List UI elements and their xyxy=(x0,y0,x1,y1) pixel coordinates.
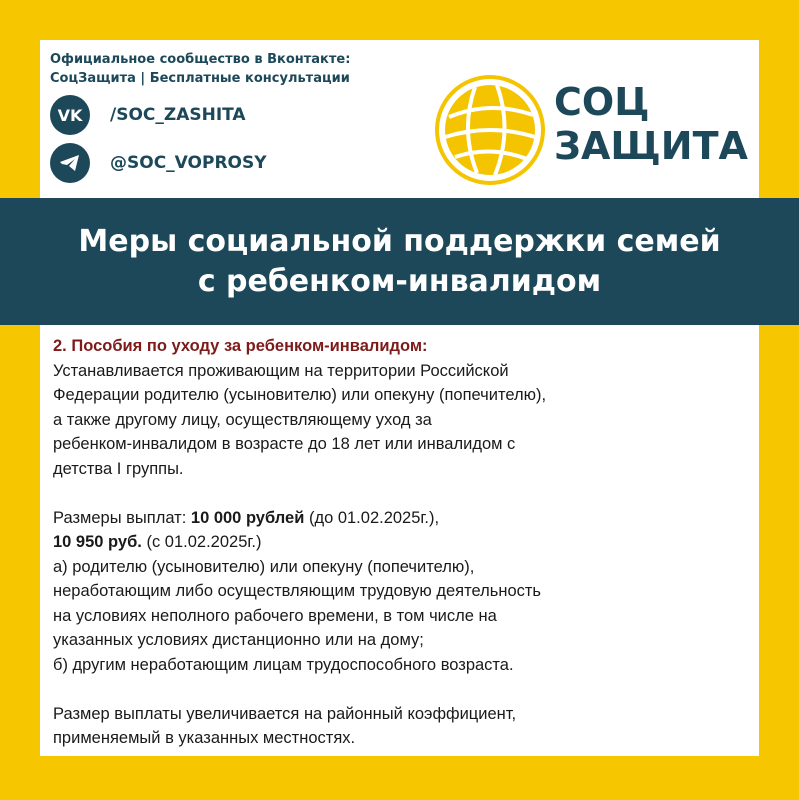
community-caption-line2: СоцЗащита | Бесплатные консультации xyxy=(50,71,350,86)
payment-amount1: 10 000 рублей xyxy=(190,508,305,527)
para2-line3: на условиях неполного рабочего времени, в том числе на xyxy=(53,606,497,625)
para1-line2: Федерации родителю (усыновителю) или опекуну (попечителю), xyxy=(53,386,547,404)
para3-line1: Размер выплаты увеличивается на районный коэффициент, xyxy=(53,704,517,723)
title-line1: Меры социальной поддержки семей xyxy=(78,223,721,259)
community-caption-line1: Официальное сообщество в Вконтакте: xyxy=(50,52,351,67)
page-title xyxy=(78,222,720,302)
para2-line5: б) другим неработающим лицам трудоспособного возраста. xyxy=(53,655,514,674)
telegram-handle: @SOC_VOPROSY xyxy=(110,153,267,173)
spacer xyxy=(53,677,768,702)
payment-line1 xyxy=(53,506,768,531)
para2-line4: указанных условиях дистанционно или на дому; xyxy=(53,631,424,649)
payment-note1: (до 01.02.2025г.), xyxy=(304,508,440,527)
para1-line3: а также другому лицу, осуществляющему уход за xyxy=(53,410,432,429)
vk-icon xyxy=(50,95,90,135)
payment-prefix: Размеры выплат: xyxy=(53,508,191,527)
vk-handle: /SOC_ZASHITA xyxy=(110,105,246,125)
title-line2: с ребенком-инвалидом xyxy=(197,263,602,299)
spacer xyxy=(53,481,768,506)
para2-line1: а) родителю (усыновителю) или опекуну (попечителю), xyxy=(53,557,475,576)
para1-line5: детства I группы. xyxy=(53,459,184,478)
globe-logo-icon xyxy=(435,75,545,185)
svg-text:VK: VK xyxy=(57,107,83,123)
article-body xyxy=(53,334,768,751)
para2-line2: неработающим либо осуществляющим трудовую деятельность xyxy=(53,582,542,600)
payment-amount2: 10 950 руб. xyxy=(53,533,142,551)
payment-line2 xyxy=(53,530,768,555)
payment-note2: (с 01.02.2025г.) xyxy=(141,533,262,551)
brand-name xyxy=(554,80,748,168)
para1-line4: ребенком-инвалидом в возрасте до 18 лет или инвалидом с xyxy=(53,435,516,453)
brand-line1: СОЦ xyxy=(554,80,650,124)
para3-line2: применяемый в указанных местностях. xyxy=(53,729,356,747)
section-heading: 2. Пособия по уходу за ребенком-инвалидом: xyxy=(53,337,428,355)
title-banner xyxy=(0,198,799,325)
header xyxy=(40,40,759,200)
community-caption xyxy=(50,50,350,88)
para1-line1: Устанавливается проживающим на территории Российской xyxy=(53,361,509,380)
brand-line2: ЗАЩИТА xyxy=(554,124,748,168)
vk-link[interactable] xyxy=(50,95,246,135)
telegram-icon xyxy=(50,143,90,183)
telegram-link[interactable] xyxy=(50,143,267,183)
